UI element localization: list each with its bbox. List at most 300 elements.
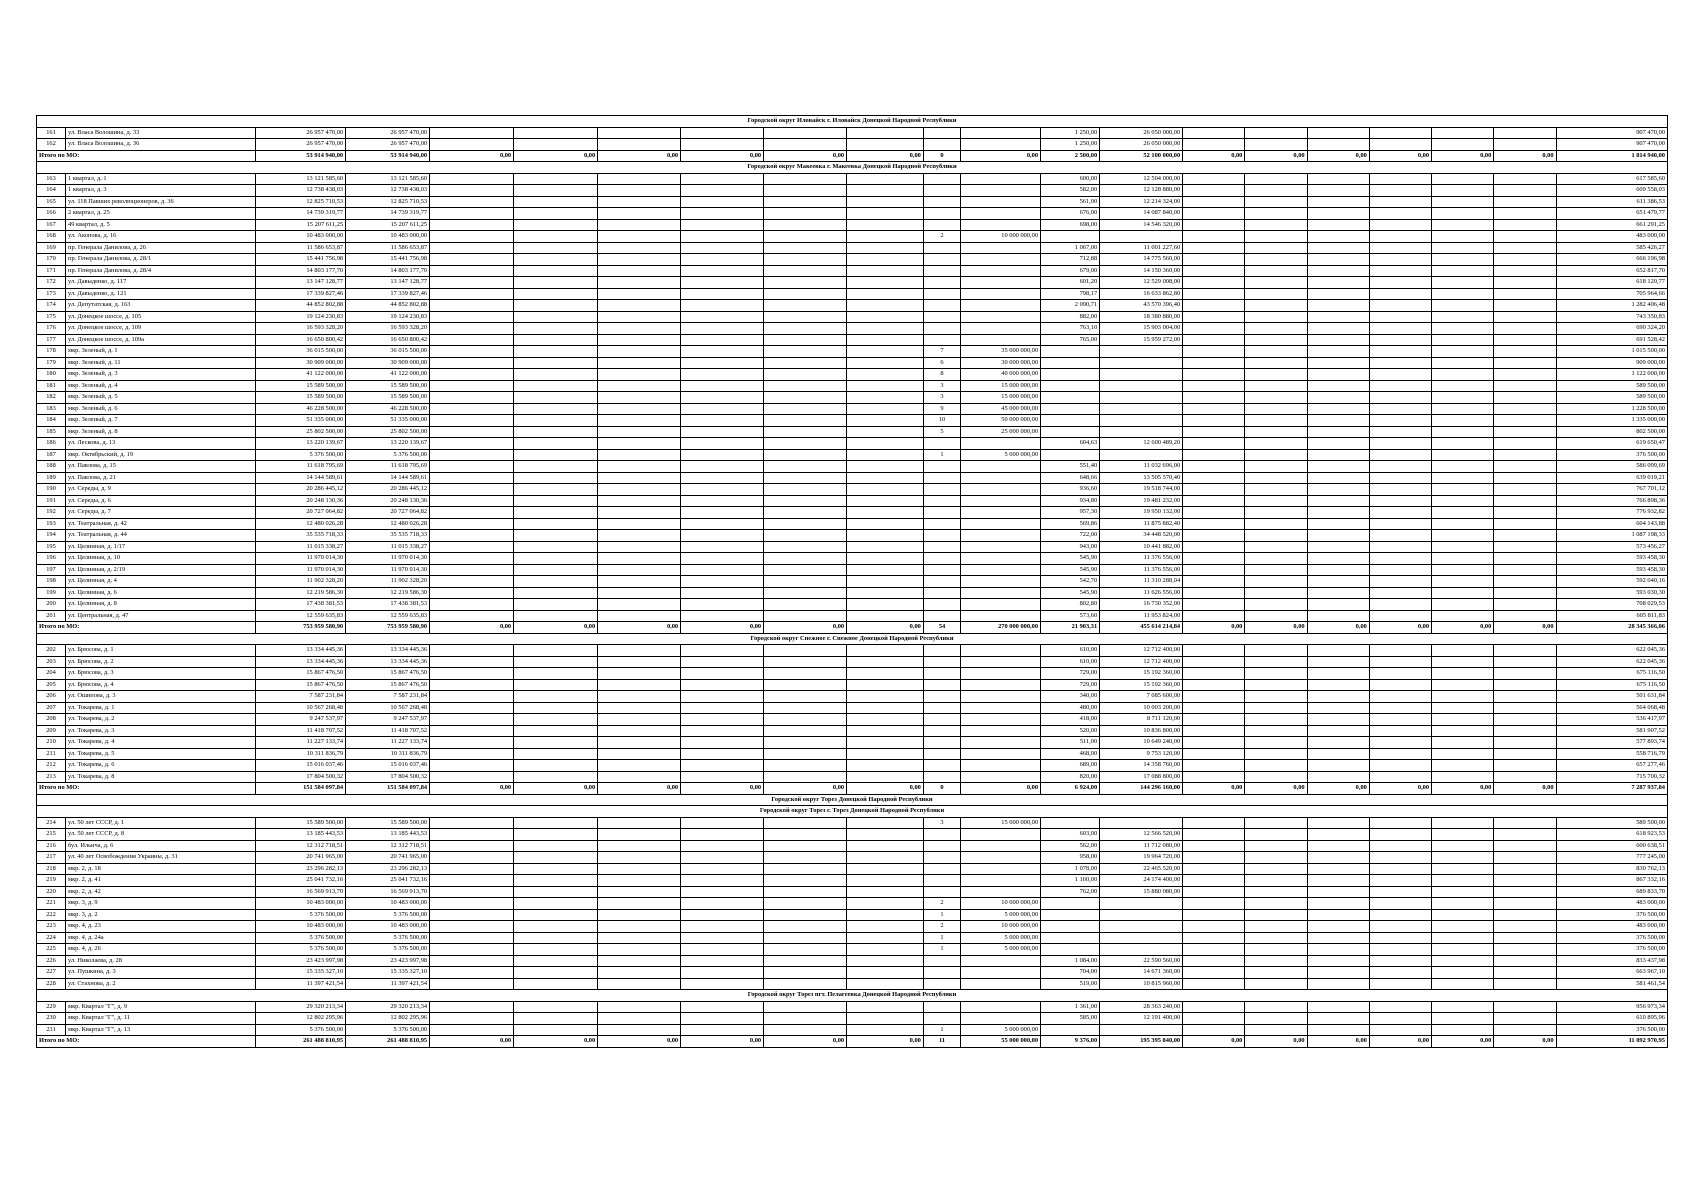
value-cell: [764, 323, 847, 335]
value-cell: [1369, 415, 1431, 427]
value-cell: 936,60: [1041, 484, 1100, 496]
value-cell: [923, 840, 960, 852]
value-cell: [764, 886, 847, 898]
value-cell: 5 000 000,00: [961, 932, 1041, 944]
value-cell: [1245, 196, 1307, 208]
value-cell: [961, 127, 1041, 139]
value-cell: 17 438 381,53: [346, 599, 430, 611]
value-cell: [847, 921, 924, 933]
value-cell: [1183, 426, 1245, 438]
address-cell: 1 квартал, д. 3: [66, 185, 256, 197]
value-cell: [1245, 610, 1307, 622]
value-cell: 25 802 500,00: [255, 426, 345, 438]
value-cell: 15 867 476,50: [255, 679, 345, 691]
value-cell: [1245, 426, 1307, 438]
value-cell: 743 350,83: [1556, 311, 1667, 323]
row-number: 183: [37, 403, 66, 415]
value-cell: [1494, 702, 1556, 714]
value-cell: 8 711 120,00: [1100, 714, 1183, 726]
value-cell: [1369, 541, 1431, 553]
value-cell: [514, 829, 598, 841]
address-cell: ул. 118 Павших революционеров, д. 36: [66, 196, 256, 208]
value-cell: 480,00: [1041, 702, 1100, 714]
value-cell: [1183, 748, 1245, 760]
total-value: 0,00: [1494, 783, 1556, 795]
total-value: 21 903,31: [1041, 622, 1100, 634]
value-cell: [1041, 426, 1100, 438]
table-row: [37, 254, 1668, 266]
row-number: 188: [37, 461, 66, 473]
row-number: 208: [37, 714, 66, 726]
value-cell: 20 248 130,36: [346, 495, 430, 507]
table-row: [37, 829, 1668, 841]
value-cell: [1494, 530, 1556, 542]
value-cell: [1245, 863, 1307, 875]
value-cell: [1245, 288, 1307, 300]
value-cell: 15 589 500,00: [346, 817, 430, 829]
value-cell: [1369, 967, 1431, 979]
total-value: 0,00: [1369, 150, 1431, 162]
total-value: 0,00: [1432, 150, 1494, 162]
value-cell: [764, 403, 847, 415]
table-row: [37, 438, 1668, 450]
value-cell: 715 700,32: [1556, 771, 1667, 783]
row-number: 194: [37, 530, 66, 542]
value-cell: 12 480 026,28: [346, 518, 430, 530]
value-cell: [430, 656, 514, 668]
value-cell: [430, 668, 514, 680]
value-cell: [961, 495, 1041, 507]
value-cell: [681, 461, 764, 473]
value-cell: [1307, 380, 1369, 392]
value-cell: [1369, 438, 1431, 450]
value-cell: 675 116,50: [1556, 668, 1667, 680]
value-cell: [1369, 254, 1431, 266]
value-cell: 15 867 476,50: [255, 668, 345, 680]
value-cell: [1245, 323, 1307, 335]
value-cell: [1369, 334, 1431, 346]
value-cell: [1307, 886, 1369, 898]
row-number: 212: [37, 760, 66, 772]
value-cell: [1183, 645, 1245, 657]
value-cell: 13 334 445,36: [346, 656, 430, 668]
value-cell: 12 802 295,96: [255, 1013, 345, 1025]
table-row: [37, 955, 1668, 967]
value-cell: [514, 610, 598, 622]
value-cell: 25 802 500,00: [346, 426, 430, 438]
table-row: [37, 415, 1668, 427]
value-cell: 483 000,00: [1556, 231, 1667, 243]
value-cell: [923, 495, 960, 507]
value-cell: 3: [923, 392, 960, 404]
value-cell: [430, 760, 514, 772]
value-cell: [764, 495, 847, 507]
value-cell: 30 909 000,00: [255, 357, 345, 369]
value-cell: [1183, 898, 1245, 910]
value-cell: [847, 691, 924, 703]
value-cell: [961, 472, 1041, 484]
value-cell: [514, 196, 598, 208]
value-cell: [1494, 967, 1556, 979]
value-cell: [847, 346, 924, 358]
value-cell: 6: [923, 357, 960, 369]
address-cell: ул. Брюсова, д. 1: [66, 645, 256, 657]
value-cell: [514, 967, 598, 979]
value-cell: [961, 242, 1041, 254]
value-cell: [764, 725, 847, 737]
value-cell: [764, 461, 847, 473]
value-cell: [430, 369, 514, 381]
address-cell: 1 квартал, д. 1: [66, 173, 256, 185]
value-cell: 589 500,00: [1556, 817, 1667, 829]
total-value: 6 924,00: [1041, 783, 1100, 795]
value-cell: [1307, 714, 1369, 726]
total-value: 0,00: [847, 783, 924, 795]
value-cell: [514, 208, 598, 220]
table-row: [37, 334, 1668, 346]
value-cell: [1432, 829, 1494, 841]
value-cell: [1307, 610, 1369, 622]
value-cell: [1245, 334, 1307, 346]
value-cell: [1369, 495, 1431, 507]
value-cell: [1183, 369, 1245, 381]
total-value: 0,00: [598, 622, 681, 634]
value-cell: [764, 610, 847, 622]
value-cell: [1432, 323, 1494, 335]
table-row: [37, 288, 1668, 300]
value-cell: [847, 288, 924, 300]
value-cell: 1 015 500,00: [1556, 346, 1667, 358]
value-cell: [1041, 932, 1100, 944]
value-cell: [1245, 840, 1307, 852]
address-cell: ул. Николаева, д. 28: [66, 955, 256, 967]
value-cell: [598, 599, 681, 611]
value-cell: [1432, 426, 1494, 438]
value-cell: 15 959 272,00: [1100, 334, 1183, 346]
value-cell: 9 247 537,97: [255, 714, 345, 726]
value-cell: 41 122 000,00: [346, 369, 430, 381]
value-cell: [847, 219, 924, 231]
value-cell: [1494, 231, 1556, 243]
value-cell: [847, 576, 924, 588]
value-cell: [847, 380, 924, 392]
value-cell: [1183, 610, 1245, 622]
value-cell: 14 739 319,77: [255, 208, 345, 220]
value-cell: [1183, 771, 1245, 783]
value-cell: [430, 702, 514, 714]
value-cell: 14 803 177,70: [255, 265, 345, 277]
table-row: [37, 231, 1668, 243]
value-cell: 13 121 585,60: [346, 173, 430, 185]
value-cell: [1432, 748, 1494, 760]
value-cell: [681, 449, 764, 461]
total-value: 0,00: [681, 622, 764, 634]
value-cell: 16 730 352,00: [1100, 599, 1183, 611]
row-number: 225: [37, 944, 66, 956]
value-cell: [1041, 944, 1100, 956]
address-cell: ул. Лескова, д. 13: [66, 438, 256, 450]
value-cell: 1 361,00: [1041, 1001, 1100, 1013]
value-cell: [923, 518, 960, 530]
table-row: [37, 852, 1668, 864]
value-cell: [1307, 507, 1369, 519]
value-cell: [681, 978, 764, 990]
value-cell: [430, 955, 514, 967]
row-number: 190: [37, 484, 66, 496]
value-cell: [1307, 334, 1369, 346]
value-cell: [764, 679, 847, 691]
value-cell: [961, 829, 1041, 841]
value-cell: [764, 817, 847, 829]
value-cell: [961, 300, 1041, 312]
value-cell: [1369, 679, 1431, 691]
address-cell: ул. Целинная, д. 8: [66, 599, 256, 611]
value-cell: [764, 392, 847, 404]
value-cell: [961, 288, 1041, 300]
value-cell: 11 953 824,00: [1100, 610, 1183, 622]
value-cell: [1369, 173, 1431, 185]
value-cell: [764, 449, 847, 461]
value-cell: [1245, 403, 1307, 415]
value-cell: 661 291,25: [1556, 219, 1667, 231]
value-cell: [961, 610, 1041, 622]
value-cell: [1494, 886, 1556, 898]
value-cell: [961, 139, 1041, 151]
value-cell: [430, 484, 514, 496]
value-cell: 23 296 282,13: [346, 863, 430, 875]
value-cell: [1307, 760, 1369, 772]
value-cell: 15 192 360,00: [1100, 679, 1183, 691]
value-cell: [1307, 323, 1369, 335]
value-cell: [1245, 495, 1307, 507]
value-cell: 15 589 500,00: [346, 380, 430, 392]
value-cell: [1432, 1001, 1494, 1013]
value-cell: [1245, 1024, 1307, 1036]
value-cell: [1245, 357, 1307, 369]
value-cell: [961, 702, 1041, 714]
value-cell: [1245, 541, 1307, 553]
value-cell: [681, 921, 764, 933]
value-cell: [1432, 461, 1494, 473]
value-cell: [1041, 380, 1100, 392]
value-cell: [1369, 553, 1431, 565]
value-cell: [961, 587, 1041, 599]
value-cell: [1100, 1024, 1183, 1036]
value-cell: [1183, 185, 1245, 197]
table-row: [37, 380, 1668, 392]
value-cell: 17 438 381,53: [255, 599, 345, 611]
value-cell: [681, 714, 764, 726]
value-cell: [1494, 564, 1556, 576]
value-cell: [1307, 426, 1369, 438]
value-cell: [681, 438, 764, 450]
total-value: 0,00: [1432, 783, 1494, 795]
value-cell: [430, 737, 514, 749]
address-cell: ул. Пушкина, д. 3: [66, 967, 256, 979]
total-value: 0: [923, 150, 960, 162]
value-cell: [1432, 173, 1494, 185]
value-cell: 14 144 589,61: [346, 472, 430, 484]
value-cell: 10: [923, 415, 960, 427]
value-cell: [1494, 944, 1556, 956]
value-cell: 41 122 000,00: [255, 369, 345, 381]
value-cell: [1369, 380, 1431, 392]
value-cell: 604 143,88: [1556, 518, 1667, 530]
value-cell: [1494, 863, 1556, 875]
value-cell: [681, 771, 764, 783]
value-cell: 11 970 014,30: [255, 564, 345, 576]
value-cell: [961, 265, 1041, 277]
section-header-row: [37, 990, 1668, 1002]
value-cell: [1432, 771, 1494, 783]
address-cell: ул. Брюсова, д. 3: [66, 668, 256, 680]
value-cell: 582,00: [1041, 185, 1100, 197]
value-cell: [1307, 645, 1369, 657]
value-cell: [764, 1013, 847, 1025]
value-cell: 2 090,71: [1041, 300, 1100, 312]
value-cell: [961, 852, 1041, 864]
value-cell: [923, 725, 960, 737]
value-cell: [1432, 840, 1494, 852]
value-cell: [847, 909, 924, 921]
value-cell: [1432, 1013, 1494, 1025]
value-cell: [847, 863, 924, 875]
value-cell: [430, 1001, 514, 1013]
value-cell: 586 099,69: [1556, 461, 1667, 473]
value-cell: [514, 231, 598, 243]
value-cell: [961, 748, 1041, 760]
table-row: [37, 553, 1668, 565]
total-value: 0,00: [1369, 783, 1431, 795]
value-cell: 15 867 476,50: [346, 679, 430, 691]
value-cell: [1307, 139, 1369, 151]
value-cell: [764, 196, 847, 208]
address-cell: пр. Генерала Данилова, д. 28/4: [66, 265, 256, 277]
value-cell: [514, 771, 598, 783]
value-cell: [961, 656, 1041, 668]
total-value: 0,00: [514, 622, 598, 634]
value-cell: [764, 254, 847, 266]
value-cell: [1369, 863, 1431, 875]
value-cell: 581 907,52: [1556, 725, 1667, 737]
value-cell: [1307, 898, 1369, 910]
value-cell: 35 535 718,33: [255, 530, 345, 542]
value-cell: [764, 978, 847, 990]
section-header: Городской округ Торез Донецкой Народной Республики: [37, 794, 1668, 806]
value-cell: 11 586 653,87: [255, 242, 345, 254]
value-cell: [1183, 196, 1245, 208]
value-cell: [514, 426, 598, 438]
value-cell: 1 160,00: [1041, 875, 1100, 887]
housing-repair-table: [36, 115, 1668, 1048]
value-cell: [1183, 415, 1245, 427]
value-cell: 833 437,98: [1556, 955, 1667, 967]
value-cell: [1494, 852, 1556, 864]
value-cell: [1307, 357, 1369, 369]
address-cell: ул. Акопова, д. 16: [66, 231, 256, 243]
value-cell: [1432, 231, 1494, 243]
value-cell: [1183, 392, 1245, 404]
value-cell: 5: [923, 426, 960, 438]
value-cell: [1494, 173, 1556, 185]
value-cell: 25 041 732,16: [255, 875, 345, 887]
value-cell: [1369, 231, 1431, 243]
row-number: 226: [37, 955, 66, 967]
value-cell: [430, 587, 514, 599]
value-cell: [923, 737, 960, 749]
table-row: [37, 426, 1668, 438]
value-cell: [514, 518, 598, 530]
value-cell: [1432, 553, 1494, 565]
value-cell: [1494, 748, 1556, 760]
value-cell: 867 332,16: [1556, 875, 1667, 887]
total-value: 0,00: [1369, 622, 1431, 634]
section-header: Городской округ Торез г. Торез Донецкой Народной Республики: [37, 806, 1668, 818]
value-cell: 19 124 230,83: [255, 311, 345, 323]
table-row: [37, 944, 1668, 956]
value-cell: [681, 254, 764, 266]
row-number: 165: [37, 196, 66, 208]
value-cell: 5 000 000,00: [961, 909, 1041, 921]
value-cell: [923, 300, 960, 312]
value-cell: [1183, 484, 1245, 496]
value-cell: [1307, 438, 1369, 450]
value-cell: [1432, 702, 1494, 714]
value-cell: [764, 415, 847, 427]
value-cell: [847, 323, 924, 335]
row-number: 220: [37, 886, 66, 898]
value-cell: [923, 576, 960, 588]
address-cell: ул. Токарева, д. 3: [66, 725, 256, 737]
value-cell: 5 376 500,00: [255, 932, 345, 944]
value-cell: [1369, 288, 1431, 300]
row-number: 207: [37, 702, 66, 714]
value-cell: [1494, 242, 1556, 254]
value-cell: [1307, 1024, 1369, 1036]
value-cell: [1369, 530, 1431, 542]
value-cell: 2: [923, 231, 960, 243]
value-cell: [923, 438, 960, 450]
address-cell: ул. Целинная, д. 4: [66, 576, 256, 588]
value-cell: [681, 277, 764, 289]
address-cell: ул. Донецкое шоссе, д. 109а: [66, 334, 256, 346]
value-cell: [1307, 599, 1369, 611]
value-cell: [847, 300, 924, 312]
value-cell: 14 775 560,00: [1100, 254, 1183, 266]
value-cell: [1369, 426, 1431, 438]
value-cell: [1432, 507, 1494, 519]
value-cell: [1307, 932, 1369, 944]
total-value: 28 345 366,06: [1556, 622, 1667, 634]
value-cell: 10 311 836,79: [346, 748, 430, 760]
total-value: 0,00: [1183, 622, 1245, 634]
value-cell: [1100, 426, 1183, 438]
value-cell: [1307, 921, 1369, 933]
value-cell: 9: [923, 403, 960, 415]
value-cell: [430, 771, 514, 783]
value-cell: [598, 185, 681, 197]
address-cell: ул. Давыденко, д. 121: [66, 288, 256, 300]
value-cell: [1369, 1001, 1431, 1013]
value-cell: 589 500,00: [1556, 392, 1667, 404]
value-cell: [1494, 645, 1556, 657]
value-cell: [847, 311, 924, 323]
section-header: Городской округ Макеевка г. Макеевка Донецкой Народной Республики: [37, 162, 1668, 174]
value-cell: [764, 127, 847, 139]
value-cell: [1369, 196, 1431, 208]
value-cell: [1183, 737, 1245, 749]
value-cell: [764, 1024, 847, 1036]
